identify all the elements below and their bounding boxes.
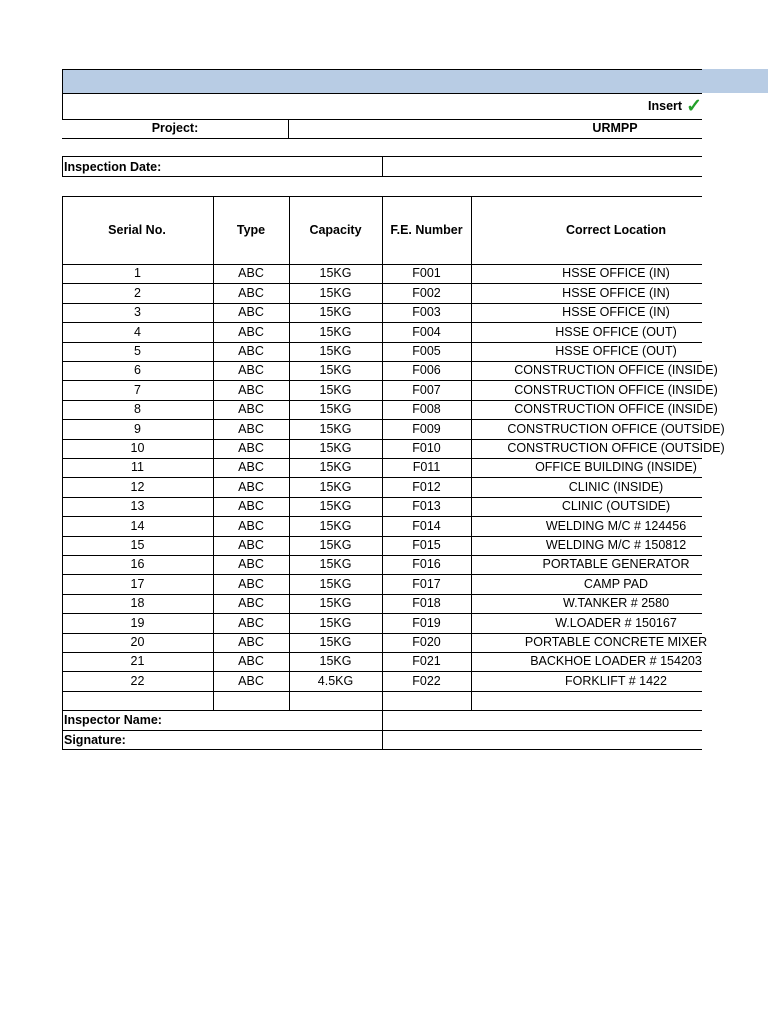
inspection-date-field[interactable] [382, 157, 702, 177]
fe-number-cell: F005 [412, 344, 441, 359]
header-band-overflow [702, 69, 768, 93]
serial-cell: 8 [134, 402, 141, 417]
location-cell: CLINIC (OUTSIDE) [561, 499, 671, 514]
column-header-serial: Serial No. [108, 223, 166, 238]
location-cell: FORKLIFT # 1422 [565, 673, 667, 688]
capacity-cell: 15KG [319, 615, 352, 630]
serial-cell: 3 [134, 305, 141, 320]
inspector-name-label: Inspector Name: [64, 712, 162, 727]
fe-number-cell: F013 [412, 499, 441, 514]
fe-number-cell: F003 [412, 305, 441, 320]
location-cell: HSSE OFFICE (IN) [562, 285, 670, 300]
capacity-cell: 15KG [319, 285, 352, 300]
type-cell: ABC [238, 673, 264, 688]
type-cell: ABC [238, 557, 264, 572]
capacity-cell: 15KG [319, 479, 352, 494]
fe-number-cell: F011 [412, 460, 441, 475]
project-value: URMPP [592, 121, 638, 136]
capacity-cell: 15KG [319, 382, 352, 397]
capacity-cell: 15KG [319, 499, 352, 514]
serial-cell: 16 [130, 557, 145, 572]
insert-label: Insert [648, 98, 683, 113]
fe-number-cell: F002 [412, 285, 441, 300]
h-rule [62, 176, 702, 177]
fe-number-cell: F022 [412, 673, 441, 688]
location-cell: PORTABLE GENERATOR [542, 557, 690, 572]
v-rule [62, 156, 63, 176]
serial-cell: 12 [130, 479, 145, 494]
project-label: Project: [151, 121, 199, 136]
serial-cell: 14 [130, 518, 145, 533]
fe-number-cell: F007 [412, 382, 441, 397]
v-rule [471, 196, 472, 710]
fe-number-cell: F009 [412, 421, 441, 436]
v-rule [382, 710, 383, 750]
capacity-cell: 15KG [319, 402, 352, 417]
header-band [62, 69, 702, 93]
type-cell: ABC [238, 654, 264, 669]
location-cell: OFFICE BUILDING (INSIDE) [535, 460, 697, 475]
fe-number-cell: F019 [412, 615, 441, 630]
capacity-cell: 15KG [319, 324, 352, 339]
fe-number-cell: F018 [412, 596, 441, 611]
type-cell: ABC [238, 460, 264, 475]
h-rule [62, 119, 702, 120]
capacity-cell: 15KG [319, 460, 352, 475]
type-cell: ABC [238, 576, 264, 591]
fe-number-cell: F012 [412, 479, 441, 494]
type-cell: ABC [238, 518, 264, 533]
fe-number-cell: F020 [412, 635, 441, 650]
serial-cell: 22 [130, 673, 145, 688]
v-rule [289, 196, 290, 710]
serial-cell: 21 [130, 654, 145, 669]
capacity-cell: 15KG [319, 538, 352, 553]
type-cell: ABC [238, 441, 264, 456]
type-cell: ABC [238, 363, 264, 378]
v-rule [62, 710, 63, 750]
fe-number-cell: F014 [412, 518, 441, 533]
v-rule [382, 156, 383, 176]
capacity-cell: 15KG [319, 596, 352, 611]
column-header-location: Correct Location [565, 223, 666, 238]
serial-cell: 15 [130, 538, 145, 553]
type-cell: ABC [238, 596, 264, 611]
capacity-cell: 15KG [319, 654, 352, 669]
capacity-cell: 15KG [319, 635, 352, 650]
serial-cell: 2 [134, 285, 141, 300]
capacity-cell: 15KG [319, 421, 352, 436]
location-cell: CLINIC (INSIDE) [568, 479, 664, 494]
insert-cell [62, 93, 702, 119]
h-rule [62, 93, 702, 94]
fe-number-cell: F016 [412, 557, 441, 572]
serial-cell: 13 [130, 499, 145, 514]
type-cell: ABC [238, 285, 264, 300]
location-cell: CAMP PAD [583, 576, 649, 591]
fe-number-cell: F006 [412, 363, 441, 378]
type-cell: ABC [238, 421, 264, 436]
signature-label: Signature: [64, 732, 126, 747]
location-cell: CONSTRUCTION OFFICE (OUTSIDE) [507, 421, 725, 436]
column-header-fe-number: F.E. Number [390, 223, 463, 238]
v-rule [288, 119, 289, 138]
location-cell: CONSTRUCTION OFFICE (INSIDE) [514, 363, 718, 378]
h-rule [62, 69, 702, 70]
fe-number-cell: F017 [412, 576, 441, 591]
capacity-cell: 15KG [319, 305, 352, 320]
type-cell: ABC [238, 615, 264, 630]
inspector-name-field[interactable] [382, 710, 702, 730]
capacity-cell: 15KG [319, 363, 352, 378]
serial-cell: 5 [134, 344, 141, 359]
h-rule [62, 138, 702, 139]
inspection-date-label: Inspection Date: [64, 159, 162, 174]
type-cell: ABC [238, 635, 264, 650]
location-cell: PORTABLE CONCRETE MIXER [524, 635, 708, 650]
fe-number-cell: F015 [412, 538, 441, 553]
type-cell: ABC [238, 305, 264, 320]
capacity-cell: 15KG [319, 441, 352, 456]
type-cell: ABC [238, 266, 264, 281]
capacity-cell: 15KG [319, 344, 352, 359]
location-cell: HSSE OFFICE (OUT) [555, 324, 677, 339]
serial-cell: 10 [130, 441, 145, 456]
fe-number-cell: F021 [412, 654, 441, 669]
type-cell: ABC [238, 538, 264, 553]
inspection-sheet [62, 69, 725, 750]
v-rule [62, 69, 63, 119]
fe-number-cell: F008 [412, 402, 441, 417]
v-rule [213, 196, 214, 710]
capacity-cell: 15KG [319, 576, 352, 591]
serial-cell: 7 [134, 382, 141, 397]
location-cell: W.LOADER # 150167 [555, 615, 677, 630]
capacity-cell: 4.5KG [317, 673, 354, 688]
fe-number-cell: F004 [412, 324, 441, 339]
v-rule [62, 196, 63, 710]
serial-cell: 11 [131, 460, 144, 475]
type-cell: ABC [238, 479, 264, 494]
location-cell: WELDING M/C # 124456 [545, 518, 687, 533]
fe-number-cell: F001 [412, 266, 441, 281]
location-cell: WELDING M/C # 150812 [545, 538, 687, 553]
type-cell: ABC [238, 344, 264, 359]
location-cell: HSSE OFFICE (OUT) [555, 344, 677, 359]
capacity-cell: 15KG [319, 557, 352, 572]
v-rule [382, 196, 383, 710]
location-cell: CONSTRUCTION OFFICE (OUTSIDE) [507, 441, 725, 456]
check-icon: ✓ [686, 95, 702, 117]
location-cell: CONSTRUCTION OFFICE (INSIDE) [514, 402, 718, 417]
type-cell: ABC [238, 499, 264, 514]
type-cell: ABC [238, 382, 264, 397]
serial-cell: 20 [130, 635, 145, 650]
capacity-cell: 15KG [319, 518, 352, 533]
location-cell: BACKHOE LOADER # 154203 [530, 654, 702, 669]
serial-cell: 4 [134, 324, 141, 339]
serial-cell: 18 [130, 596, 145, 611]
location-cell: HSSE OFFICE (IN) [562, 266, 670, 281]
type-cell: ABC [238, 324, 264, 339]
fe-number-cell: F010 [412, 441, 441, 456]
column-header-capacity: Capacity [309, 223, 362, 238]
serial-cell: 9 [134, 421, 141, 436]
type-cell: ABC [238, 402, 264, 417]
serial-cell: 6 [134, 363, 141, 378]
serial-cell: 19 [130, 615, 145, 630]
capacity-cell: 15KG [319, 266, 352, 281]
serial-cell: 1 [134, 266, 141, 281]
serial-cell: 17 [130, 576, 145, 591]
signature-field[interactable] [382, 730, 702, 750]
location-cell: HSSE OFFICE (IN) [562, 305, 670, 320]
column-header-type: Type [236, 223, 266, 238]
location-cell: CONSTRUCTION OFFICE (INSIDE) [514, 382, 718, 397]
location-cell: W.TANKER # 2580 [562, 596, 670, 611]
